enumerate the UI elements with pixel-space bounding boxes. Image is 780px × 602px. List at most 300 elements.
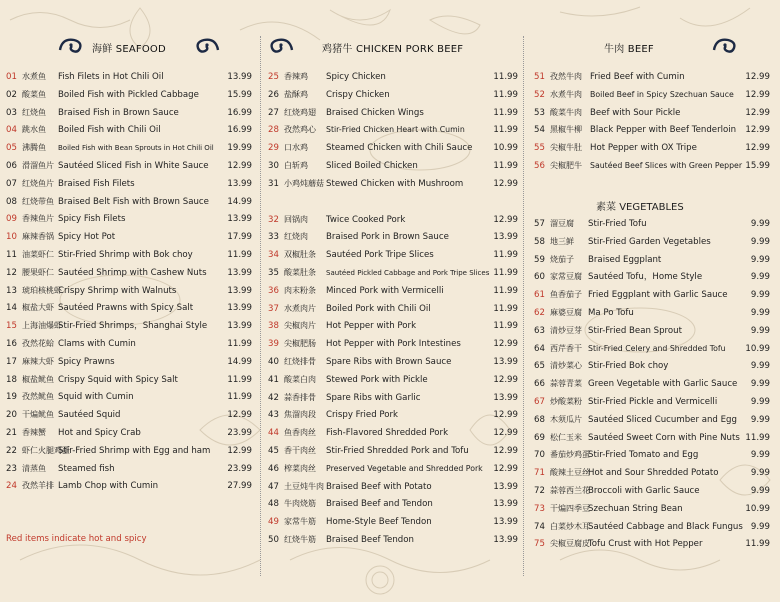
item-number: 43 — [268, 410, 279, 421]
item-english-name: Braised Chicken Wings — [326, 107, 424, 118]
item-number: 21 — [6, 428, 17, 438]
item-price: 12.99 — [227, 445, 252, 456]
item-chinese-name: 红烧排骨 — [284, 357, 316, 366]
item-english-name: Steamed fish — [58, 463, 115, 474]
item-price: 10.99 — [745, 503, 770, 514]
item-english-name: Boiled Pork with Chili Oil — [326, 303, 431, 314]
item-chinese-name: 孜然鸡心 — [284, 125, 316, 135]
item-price: 12.99 — [493, 428, 518, 439]
item-chinese-name: 上海油爆虾 — [22, 321, 62, 331]
item-chinese-name: 尖椒豆腐皮 — [550, 539, 590, 549]
item-english-name: Clams with Cumin — [58, 339, 136, 349]
item-english-name: Sautéed Squid — [58, 410, 121, 421]
item-chinese-name: 水煮肉片 — [284, 303, 316, 313]
item-chinese-name: 鱼香茄子 — [550, 290, 582, 300]
item-price: 13.99 — [493, 392, 518, 403]
menu-item-row — [262, 443, 522, 459]
menu-item-row — [0, 354, 258, 370]
beef-vegetables-section — [524, 0, 780, 602]
menu-item-row — [0, 122, 258, 138]
item-price: 12.99 — [493, 463, 518, 474]
item-number: 66 — [534, 379, 545, 390]
item-chinese-name: 白斩鸡 — [284, 161, 308, 170]
item-number: 53 — [534, 107, 545, 118]
menu-item-row — [524, 234, 780, 250]
swirl-cloud-icon — [56, 34, 86, 56]
item-price: 9.99 — [750, 486, 770, 496]
menu-item-row — [524, 501, 780, 517]
item-number: 71 — [534, 468, 545, 479]
item-price: 23.99 — [227, 428, 252, 438]
menu-item-row — [262, 87, 522, 103]
menu-item-row — [524, 69, 780, 85]
item-english-name: Boiled Beef in Spicy Szechuan Sauce — [590, 89, 734, 99]
item-chinese-name: 红烧带鱼 — [22, 196, 54, 206]
item-english-name: Stir-Fried Tomato and Egg — [588, 450, 699, 461]
item-number: 70 — [534, 450, 545, 461]
item-price: 9.99 — [750, 450, 770, 461]
menu-item-row — [262, 229, 522, 245]
item-english-name: Spicy Fish Filets — [58, 214, 126, 225]
item-number: 50 — [268, 535, 279, 545]
item-chinese-name: 溜豆腐 — [550, 219, 574, 228]
item-number: 06 — [6, 161, 17, 171]
item-number: 09 — [6, 214, 17, 225]
item-english-name: Sautéed Prawns with Spicy Salt — [58, 303, 194, 314]
item-price: 9.99 — [750, 414, 770, 425]
item-english-name: Szechuan String Bean — [588, 503, 683, 514]
item-price: 13.99 — [227, 267, 252, 278]
menu-item-row — [262, 407, 522, 423]
item-chinese-name: 家常牛筋 — [284, 517, 316, 527]
menu-item-row — [262, 283, 522, 299]
menu-item-row — [262, 354, 522, 370]
item-english-name: Spicy Prawns — [58, 356, 115, 367]
beef-header: 牛肉 BEEF — [604, 44, 654, 55]
item-number: 15 — [6, 321, 17, 332]
item-chinese-name: 番茄炒鸡蛋 — [550, 450, 590, 460]
item-chinese-name: 家常豆腐 — [550, 272, 582, 282]
item-english-name: Tofu Crust with Hot Pepper — [588, 539, 703, 550]
item-chinese-name: 蒜香排骨 — [284, 392, 316, 402]
menu-item-row — [524, 122, 780, 138]
item-number: 27 — [268, 107, 279, 118]
swirl-cloud-icon — [710, 34, 740, 56]
seafood-section — [0, 0, 258, 602]
item-number: 30 — [268, 161, 279, 171]
item-number: 67 — [534, 397, 545, 407]
item-english-name: Spicy Hot Pot — [58, 232, 116, 243]
item-english-name: Braised Fish in Brown Sauce — [58, 107, 179, 118]
seafood-header: 海鲜 SEAFOOD — [92, 44, 166, 55]
item-number: 25 — [268, 72, 279, 82]
item-chinese-name: 榨菜肉丝 — [284, 463, 316, 473]
menu-item-row — [524, 536, 780, 552]
item-price: 15.99 — [745, 161, 770, 171]
item-price: 9.99 — [750, 290, 770, 301]
spicy-legend-note: Red items indicate hot and spicy — [6, 534, 147, 544]
menu-item-row — [524, 376, 780, 392]
item-english-name: Twice Cooked Pork — [326, 214, 406, 225]
item-price: 12.99 — [745, 143, 770, 154]
item-english-name: Stir-Fried Celery and Shredded Tofu — [588, 343, 726, 353]
item-number: 72 — [534, 486, 545, 496]
item-number: 10 — [6, 232, 17, 243]
item-number: 36 — [268, 285, 279, 296]
item-price: 11.99 — [493, 89, 518, 100]
item-chinese-name: 腰果虾仁 — [22, 267, 54, 277]
menu-item-row — [262, 532, 522, 548]
item-number: 11 — [6, 250, 17, 260]
menu-item-row — [0, 69, 258, 85]
item-price: 9.99 — [750, 272, 770, 283]
item-english-name: Squid with Cumin — [58, 392, 134, 403]
item-english-name: Sautéed Pork Tripe Slices — [326, 250, 434, 261]
item-number: 48 — [268, 499, 279, 510]
item-number: 13 — [6, 285, 17, 296]
item-english-name: Sautéed Sliced Fish in White Sauce — [58, 161, 209, 171]
item-chinese-name: 酸辣土豆丝 — [550, 468, 590, 478]
item-chinese-name: 椒盐大虾 — [22, 303, 54, 313]
menu-item-row — [262, 425, 522, 441]
item-number: 03 — [6, 107, 17, 118]
item-english-name: Braised Fish Filets — [58, 178, 135, 189]
item-number: 14 — [6, 303, 17, 314]
item-english-name: Braised Beef Tendon — [326, 535, 414, 545]
item-english-name: Sautéed Sliced Cucumber and Egg — [588, 414, 737, 425]
item-chinese-name: 红烧鱼 — [22, 107, 46, 117]
item-english-name: Braised Belt Fish with Brown Sauce — [58, 196, 209, 207]
item-english-name: Stir-Fried Tofu — [588, 219, 647, 229]
item-number: 44 — [268, 428, 279, 439]
item-english-name: Fried Beef with Cumin — [590, 72, 685, 82]
menu-item-row — [262, 496, 522, 512]
item-number: 60 — [534, 272, 545, 283]
item-price: 9.99 — [750, 219, 770, 229]
item-english-name: Stir-Fried Shredded Pork and Tofu — [326, 446, 469, 456]
item-chinese-name: 清炒豆芽 — [550, 325, 582, 335]
item-english-name: Steamed Chicken with Chili Sauce — [326, 143, 473, 154]
item-english-name: Spicy Chicken — [326, 72, 386, 82]
item-price: 12.99 — [493, 374, 518, 385]
item-price: 13.99 — [227, 303, 252, 314]
item-price: 9.99 — [750, 521, 770, 532]
item-chinese-name: 白菜炒木耳 — [550, 521, 590, 531]
item-price: 12.99 — [227, 161, 252, 171]
item-price: 12.99 — [745, 125, 770, 136]
item-number: 65 — [534, 361, 545, 372]
item-english-name: Braised Pork in Brown Sauce — [326, 232, 449, 243]
item-number: 23 — [6, 463, 17, 474]
item-chinese-name: 滑溜鱼片 — [22, 161, 54, 170]
menu-item-row — [262, 176, 522, 192]
item-english-name: Boiled Fish with Chili Oil — [58, 125, 161, 136]
menu-item-row — [0, 318, 258, 334]
item-chinese-name: 清蒸鱼 — [22, 463, 46, 473]
item-english-name: Sautéed Beef Slices with Green Pepper — [590, 161, 743, 170]
item-number: 40 — [268, 357, 279, 367]
item-chinese-name: 水煮牛肉 — [550, 89, 582, 99]
item-price: 13.99 — [227, 72, 252, 82]
vegetables-header: 素菜 VEGETABLES — [596, 202, 684, 213]
item-price: 13.99 — [493, 481, 518, 492]
item-chinese-name: 焦溜肉段 — [284, 410, 316, 420]
item-english-name: Sautéed Pickled Cabbage and Pork Tripe Slices — [326, 269, 490, 277]
item-price: 12.99 — [745, 89, 770, 100]
menu-item-row — [262, 514, 522, 530]
item-english-name: Fried Eggplant with Garlic Sauce — [588, 290, 728, 301]
item-number: 28 — [268, 125, 279, 136]
menu-item-row — [262, 247, 522, 263]
item-price: 11.99 — [493, 125, 518, 136]
chicken-pork-beef-section — [262, 0, 522, 602]
item-chinese-name: 干煸四季豆 — [550, 503, 590, 513]
menu-item-row — [262, 212, 522, 228]
item-english-name: Preserved Vegetable and Shredded Pork — [326, 463, 483, 473]
item-english-name: Sautéed Tofu，Home Style — [588, 272, 703, 283]
item-number: 64 — [534, 343, 545, 354]
menu-item-row — [0, 443, 258, 459]
item-price: 14.99 — [227, 356, 252, 367]
item-price: 12.99 — [493, 178, 518, 189]
item-english-name: Stir-Fried Shrimp with Bok choy — [58, 250, 193, 260]
item-price: 9.99 — [750, 468, 770, 479]
item-price: 9.99 — [750, 379, 770, 390]
item-chinese-name: 香辣蟹 — [22, 428, 46, 437]
item-chinese-name: 红烧鸡翅 — [284, 107, 316, 117]
item-number: 37 — [268, 303, 279, 314]
item-english-name: Sautéed Cabbage and Black Fungus — [588, 521, 743, 532]
swirl-cloud-icon — [192, 34, 222, 56]
item-english-name: Sautéed Shrimp with Cashew Nuts — [58, 267, 207, 278]
item-number: 32 — [268, 214, 279, 225]
item-number: 41 — [268, 374, 279, 385]
item-english-name: Hot and Spicy Crab — [58, 428, 141, 438]
item-chinese-name: 小鸡炖蘑菇 — [284, 178, 324, 188]
item-english-name: Home-Style Beef Tendon — [326, 517, 432, 528]
item-price: 9.99 — [750, 397, 770, 407]
item-price: 11.99 — [745, 539, 770, 550]
item-english-name: Stewed Pork with Pickle — [326, 374, 428, 385]
item-number: 16 — [6, 339, 17, 349]
chicken-pork-beef-header: 鸡猪牛 CHICKEN PORK BEEF — [322, 44, 464, 55]
item-english-name: Crispy Shrimp with Walnuts — [58, 285, 177, 296]
item-chinese-name: 炒酸菜粉 — [550, 397, 582, 406]
item-english-name: Lamb Chop with Cumin — [58, 481, 159, 492]
item-price: 11.99 — [493, 268, 518, 278]
item-chinese-name: 麻婆豆腐 — [550, 308, 582, 317]
menu-item-row — [524, 430, 780, 446]
item-number: 61 — [534, 290, 545, 301]
menu-item-row — [0, 407, 258, 423]
item-chinese-name: 孜然花蛤 — [22, 339, 54, 348]
item-price: 11.99 — [493, 285, 518, 296]
menu-item-row — [524, 447, 780, 463]
item-number: 75 — [534, 539, 545, 550]
item-english-name: Beef with Sour Pickle — [590, 107, 681, 118]
item-chinese-name: 清炒菜心 — [550, 361, 582, 371]
item-price: 12.99 — [745, 107, 770, 118]
menu-item-row — [262, 69, 522, 85]
item-chinese-name: 沸腾鱼 — [22, 143, 46, 153]
item-number: 39 — [268, 339, 279, 350]
item-number: 74 — [534, 521, 545, 532]
item-price: 27.99 — [227, 481, 252, 492]
item-number: 47 — [268, 481, 279, 492]
item-english-name: Stir-Fried Shrimps，Shanghai Style — [58, 321, 208, 332]
item-chinese-name: 土豆炖牛肉 — [284, 481, 324, 491]
item-price: 12.99 — [227, 410, 252, 421]
item-price: 9.99 — [750, 325, 770, 336]
item-english-name: Stir-Fried Pickle and Vermicelli — [588, 397, 718, 407]
item-chinese-name: 牛肉烧筋 — [284, 499, 316, 509]
item-price: 13.99 — [493, 357, 518, 367]
item-chinese-name: 尖椒肥肠 — [284, 339, 316, 349]
item-number: 51 — [534, 72, 545, 82]
menu-item-row — [524, 341, 780, 357]
item-price: 11.99 — [227, 250, 252, 260]
item-chinese-name: 口水鸡 — [284, 143, 308, 153]
item-number: 68 — [534, 414, 545, 425]
item-chinese-name: 红烧鱼片 — [22, 178, 54, 188]
item-english-name: Boiled Fish with Pickled Cabbage — [58, 89, 199, 100]
item-number: 54 — [534, 125, 545, 136]
menu-item-row — [0, 194, 258, 210]
menu-item-row — [0, 425, 258, 441]
item-chinese-name: 松仁玉米 — [550, 432, 582, 442]
item-chinese-name: 肉末粉条 — [284, 285, 316, 295]
item-english-name: Green Vegetable with Garlic Sauce — [588, 379, 738, 390]
item-chinese-name: 盐酥鸡 — [284, 89, 308, 99]
item-chinese-name: 蒜蓉西兰花 — [550, 486, 590, 495]
item-english-name: Braised Beef with Potato — [326, 481, 432, 492]
menu-item-row — [0, 389, 258, 405]
menu-item-row — [262, 301, 522, 317]
item-chinese-name: 虾仁火腿鸡蛋 — [22, 445, 70, 455]
item-price: 13.99 — [493, 535, 518, 545]
item-number: 34 — [268, 250, 279, 261]
item-number: 26 — [268, 89, 279, 100]
item-english-name: Spare Ribs with Brown Sauce — [326, 357, 452, 367]
item-chinese-name: 酸菜白肉 — [284, 374, 316, 384]
item-chinese-name: 孜然牛肉 — [550, 72, 582, 81]
item-english-name: Boiled Fish with Bean Sprouts in Hot Chili Oil — [58, 144, 214, 153]
item-english-name: Spare Ribs with Garlic — [326, 392, 421, 403]
menu-item-row — [0, 140, 258, 156]
item-price: 13.99 — [227, 285, 252, 296]
menu-item-row — [0, 247, 258, 263]
item-chinese-name: 香辣鸡 — [284, 72, 308, 81]
item-number: 38 — [268, 321, 279, 332]
item-english-name: Crispy Chicken — [326, 89, 390, 100]
item-chinese-name: 酸菜肚条 — [284, 268, 316, 277]
item-price: 13.99 — [493, 232, 518, 243]
item-price: 19.99 — [227, 143, 252, 154]
item-number: 57 — [534, 219, 545, 229]
item-chinese-name: 香辣鱼片 — [22, 214, 54, 224]
menu-item-row — [0, 158, 258, 174]
item-price: 11.99 — [227, 374, 252, 385]
menu-item-row — [262, 461, 522, 477]
item-price: 12.99 — [493, 410, 518, 421]
item-chinese-name: 尖椒肉片 — [284, 321, 316, 331]
menu-item-row — [524, 394, 780, 410]
item-english-name: Broccoli with Garlic Sauce — [588, 486, 700, 496]
item-price: 11.99 — [493, 303, 518, 314]
menu-item-row — [524, 358, 780, 374]
item-chinese-name: 麻辣香锅 — [22, 232, 54, 242]
item-number: 07 — [6, 178, 17, 189]
item-price: 11.99 — [227, 339, 252, 349]
item-chinese-name: 孜然羊排 — [22, 481, 54, 491]
menu-item-row — [262, 122, 522, 138]
item-english-name: Fish Filets in Hot Chili Oil — [58, 72, 164, 82]
item-chinese-name: 尖椒牛肚 — [550, 143, 582, 153]
item-price: 17.99 — [227, 232, 252, 243]
item-chinese-name: 油菜虾仁 — [22, 250, 54, 259]
item-price: 12.99 — [493, 339, 518, 350]
item-number: 02 — [6, 89, 17, 100]
item-english-name: Braised Eggplant — [588, 254, 662, 265]
menu-item-row — [0, 283, 258, 299]
item-number: 45 — [268, 446, 279, 456]
menu-item-row — [0, 461, 258, 477]
menu-item-row — [524, 412, 780, 428]
item-price: 12.99 — [493, 446, 518, 456]
item-number: 12 — [6, 267, 17, 278]
item-chinese-name: 尖椒肥牛 — [550, 161, 582, 170]
item-english-name: Hot Pepper with Pork — [326, 321, 417, 332]
menu-item-row — [524, 465, 780, 481]
menu-item-row — [0, 300, 258, 316]
item-chinese-name: 椒盐鱿鱼 — [22, 374, 54, 384]
item-number: 59 — [534, 254, 545, 265]
item-chinese-name: 回锅肉 — [284, 214, 308, 224]
item-chinese-name: 鱼香肉丝 — [284, 428, 316, 438]
item-number: 73 — [534, 503, 545, 514]
item-price: 11.99 — [493, 250, 518, 261]
item-number: 08 — [6, 196, 17, 207]
item-price: 13.99 — [493, 499, 518, 510]
menu-item-row — [262, 372, 522, 388]
menu-item-row — [524, 287, 780, 303]
item-number: 33 — [268, 232, 279, 243]
item-price: 11.99 — [227, 392, 252, 403]
item-chinese-name: 酸菜鱼 — [22, 89, 46, 99]
menu-item-row — [0, 87, 258, 103]
menu-item-row — [524, 519, 780, 535]
item-english-name: Stir-Fried Bean Sprout — [588, 325, 682, 336]
item-chinese-name: 香干肉丝 — [284, 446, 316, 455]
item-price: 9.99 — [750, 254, 770, 265]
item-price: 10.99 — [493, 143, 518, 154]
item-chinese-name: 红烧牛筋 — [284, 535, 316, 544]
item-english-name: Hot Pepper with Pork Intestines — [326, 339, 461, 350]
item-number: 69 — [534, 432, 545, 443]
menu-item-row — [262, 336, 522, 352]
item-chinese-name: 西芹香干 — [550, 343, 582, 353]
item-chinese-name: 黑椒牛柳 — [550, 125, 582, 135]
item-english-name: Stir-Fried Chicken Heart with Cumin — [326, 125, 465, 135]
menu-item-row — [0, 478, 258, 494]
item-number: 56 — [534, 161, 545, 171]
item-english-name: Minced Pork with Vermicelli — [326, 285, 444, 296]
item-number: 29 — [268, 143, 279, 154]
item-price: 11.99 — [493, 72, 518, 82]
item-english-name: Stir-Fried Bok choy — [588, 361, 669, 372]
item-chinese-name: 红烧肉 — [284, 232, 308, 242]
item-chinese-name: 孜然鱿鱼 — [22, 392, 54, 402]
